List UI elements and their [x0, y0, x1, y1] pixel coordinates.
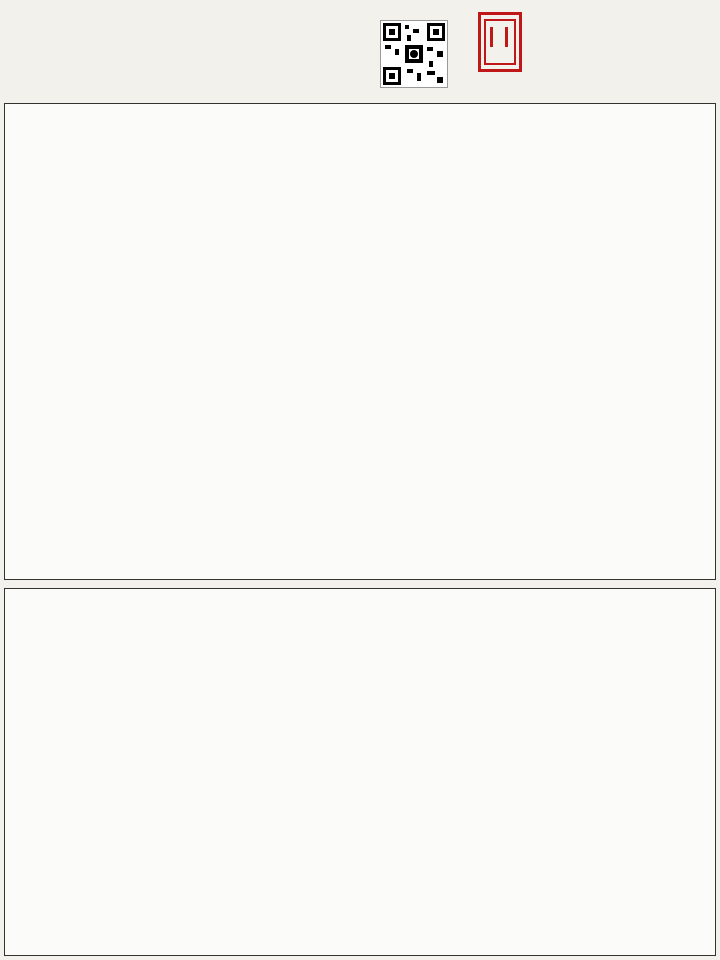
annual-years-table: [4, 588, 716, 956]
seal-stamp: [478, 12, 522, 72]
chart-grid: [4, 103, 716, 580]
qr-code[interactable]: [380, 20, 448, 88]
qr-code-image: [381, 21, 447, 87]
